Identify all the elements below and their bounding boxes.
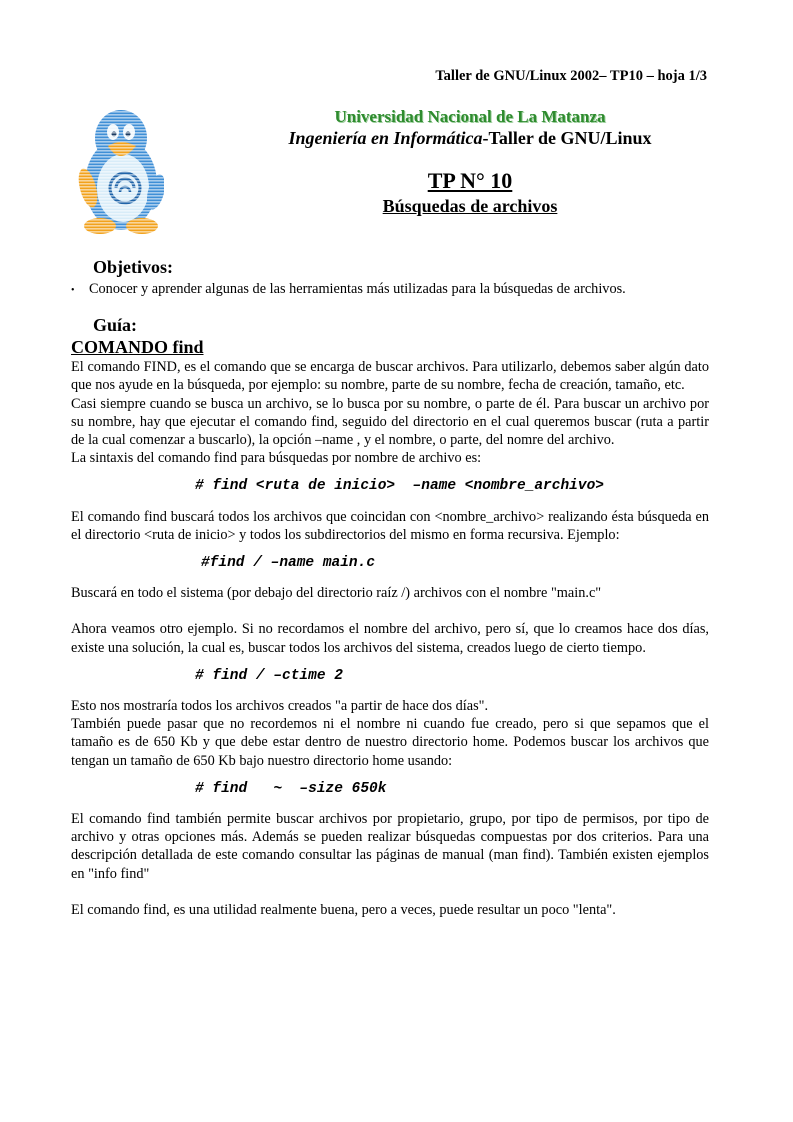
objetivos-text: Conocer y aprender algunas de las herramientas más utilizadas para la búsquedas de archivos. bbox=[89, 281, 626, 297]
paragraph-result: Buscará en todo el sistema (por debajo del directorio raíz /) archivos con el nombre "main.c" bbox=[71, 585, 602, 602]
code-example-name: #find / –name main.c bbox=[201, 555, 376, 572]
paragraph-options: El comando find también permite buscar archivos por propietario, grupo, por tipo de permisos, por tipo de archivo y otras opciones más. Además se pueden realizar búsquedas compuestas por dos criterios. Para una descripción detallada de este comando consultar las páginas de manual (man find). También existen ejemplos en "info find" bbox=[71, 811, 709, 882]
objetivos-heading: Objetivos: bbox=[93, 257, 173, 277]
code-example-ctime: # find / –ctime 2 bbox=[195, 667, 343, 684]
paragraph-name-search: Casi siempre cuando se busca un archivo, se lo busca por su nombre, o parte de él. Para buscar un archivo por su nombre, hay que ejecutar el comando find, seguido del directorio en el cual queremos buscar (ruta a partir de la cual comenzar a buscarlo), la opción –name , y el nombre, o parte, del nomre del archivo. bbox=[71, 395, 709, 449]
university-name: Universidad Nacional de La Matanza bbox=[334, 107, 606, 126]
paragraph-closing: El comando find, es una utilidad realmente buena, pero a veces, puede resultar un poco "lenta". bbox=[71, 901, 616, 918]
paragraph-intro: El comando FIND, es el comando que se encarga de buscar archivos. Para utilizarlo, debemos saber algún dato que nos ayude en la búsqueda, por ejemplo: su nombre, parte de su nombre, fecha de creación, tamaño, etc. bbox=[71, 359, 709, 394]
tp-subtitle: Búsquedas de archivos bbox=[382, 196, 558, 216]
faculty-name: Ingeniería en Informática bbox=[288, 128, 483, 148]
guia-heading: Guía: bbox=[93, 315, 138, 336]
code-example-size: # find ~ –size 650k bbox=[195, 780, 387, 797]
objetivos-item bbox=[71, 280, 709, 300]
paragraph-size-intro: También puede pasar que no recordemos ni el nombre ni cuando fue creado, pero si que sepamos que el tamaño es de 650 Kb y que debe estar dentro de nuestro directorio home. Podemos buscar los archivos que tengan un tamaño de 650 Kb bajo nuestro directorio home usando: bbox=[71, 716, 709, 769]
tux-penguin-logo bbox=[78, 108, 164, 236]
command-heading: COMANDO find bbox=[71, 337, 204, 358]
paragraph-ctime-intro: Ahora veamos otro ejemplo. Si no recordamos el nombre del archivo, pero sí, que lo creamos hace dos días, existe una solución, la cual es, buscar todos los archivos del sistema, creados luego de cierto tiempo. bbox=[71, 621, 709, 656]
paragraph-ctime-result: Esto nos mostraría todos los archivos creados "a partir de hace dos días". bbox=[71, 698, 489, 715]
course-name: -Taller de GNU/Linux bbox=[482, 128, 652, 148]
bullet-marker: • bbox=[71, 285, 75, 296]
tp-title: TP N° 10 bbox=[427, 168, 513, 193]
page-header: Taller de GNU/Linux 2002– TP10 – hoja 1/3 bbox=[435, 68, 707, 84]
paragraph-explanation: El comando find buscará todos los archivos que coincidan con <nombre_archivo> realizando ésta búsqueda en el directorio <ruta de inicio> y todos los subdirectorios del mismo en forma recursiva. Ejemplo: bbox=[71, 508, 709, 543]
main-content bbox=[71, 256, 709, 919]
faculty-line bbox=[218, 128, 722, 149]
paragraph-syntax: La sintaxis del comando find para búsquedas por nombre de archivo es: bbox=[71, 450, 482, 467]
code-syntax: # find <ruta de inicio> –name <nombre_archivo> bbox=[195, 478, 604, 495]
